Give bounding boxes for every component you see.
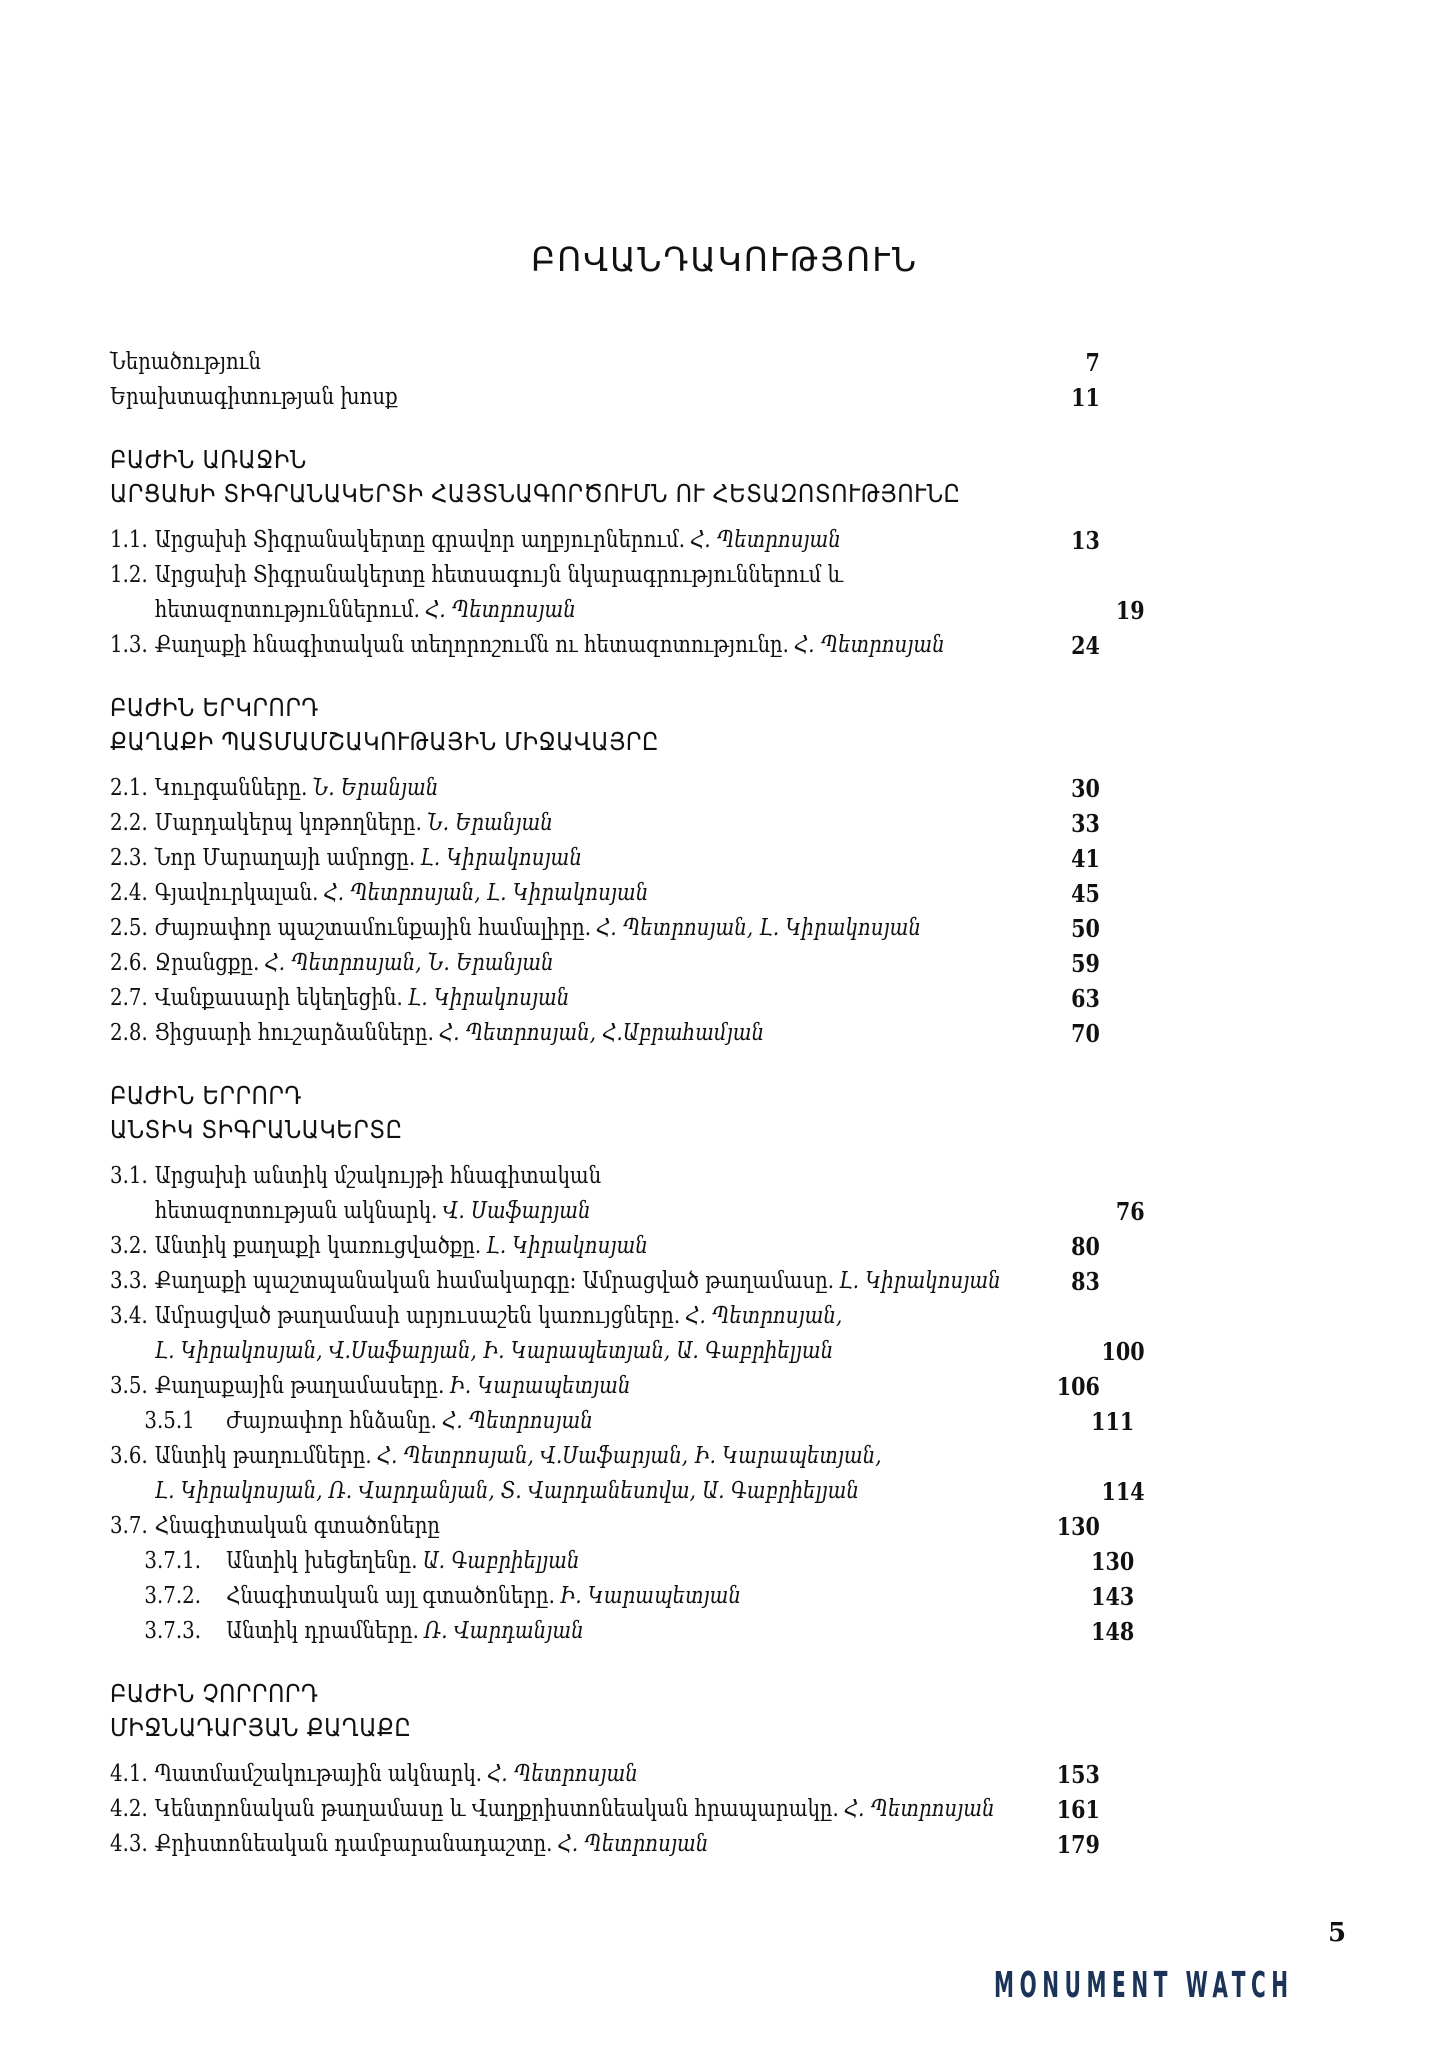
entry-title: Ժայռափոր պաշտամունքային համալիրը.	[154, 915, 592, 941]
part-label: ԲԱԺԻՆ ՉՈՐՐՈՐԴ	[110, 1679, 319, 1708]
toc-entry[interactable]	[110, 1299, 1100, 1334]
entry-title: Ջրանցքը.	[154, 950, 260, 976]
toc-entry[interactable]	[110, 1159, 1100, 1194]
page-title: ԲՈՎԱՆԴԱԿՈՒԹՅՈՒՆ	[530, 240, 919, 279]
entry-number: 2.8.	[110, 1020, 148, 1046]
entry-number: 2.4.	[110, 880, 148, 906]
entry-page: 70	[1071, 1019, 1100, 1048]
toc-entry-acknowledgements[interactable]	[110, 380, 1100, 415]
entry-author: Հ. Պետրոսյան, Վ.Սաֆարյան, Ի. Կարապետյան,	[376, 1443, 882, 1469]
entry-author-continued: Լ. Կիրակոսյան, Ռ. Վարդանյան, Տ. Վարդանեսովա, Ա. Գաբրիելյան	[154, 1478, 859, 1504]
toc-subentry[interactable]	[110, 1614, 1134, 1649]
entry-number: 2.7.	[110, 985, 148, 1011]
entry-title: Կուրգանները.	[154, 775, 308, 801]
entry-number: 3.7.3.	[144, 1618, 202, 1644]
part-heading-3	[110, 1079, 1100, 1147]
toc-entry[interactable]	[110, 1439, 1100, 1474]
entry-page: 114	[1101, 1477, 1145, 1506]
entry-title: Կենտրոնական թաղամասը և Վաղքրիստոնեական հրապարակը.	[154, 1796, 839, 1822]
entry-author: Հ. Պետրոսյան	[442, 1408, 593, 1434]
logo-wordmark: MONUMENT WATCH	[994, 1964, 1294, 2006]
entry-number: 3.7.2.	[144, 1583, 202, 1609]
entry-page: 130	[1056, 1512, 1100, 1541]
entry-author: Հ. Պետրոսյան	[690, 527, 841, 553]
entry-page: 33	[1071, 809, 1100, 838]
entry-number: 3.3.	[110, 1268, 148, 1294]
entry-author: Հ. Պետրոսյան	[425, 597, 576, 623]
entry-number: 2.2.	[110, 810, 148, 836]
entry-author: Հ. Պետրոսյան	[487, 1761, 638, 1787]
entry-number: 1.3.	[110, 632, 148, 658]
entry-author: Ն. Երանյան	[427, 810, 553, 836]
entry-title-continued: հետազոտություններում.	[154, 597, 420, 623]
entry-author-continued: Լ. Կիրակոսյան, Վ.Սաֆարյան, Ի. Կարապետյան, Ա. Գաբրիելյան	[154, 1338, 834, 1364]
entry-author: Լ. Կիրակոսյան	[839, 1268, 1001, 1294]
toc-entry[interactable]	[110, 946, 1100, 981]
entry-number: 3.5.	[110, 1373, 148, 1399]
entry-title: Անտիկ քաղաքի կառուցվածքը.	[154, 1233, 482, 1259]
entry-title: Հնագիտական այլ գտածոները.	[226, 1583, 555, 1609]
toc-entry[interactable]	[110, 806, 1100, 841]
entry-title: Անտիկ դրամները.	[226, 1618, 419, 1644]
part-heading-2	[110, 691, 1100, 759]
toc-entry[interactable]	[110, 911, 1100, 946]
entry-title: Քրիստոնեական դամբարանադաշտը.	[154, 1831, 553, 1857]
entry-number: 3.2.	[110, 1233, 148, 1259]
entry-number: 2.5.	[110, 915, 148, 941]
entry-author: Ի. Կարապետյան	[449, 1373, 631, 1399]
toc-entry[interactable]	[110, 1827, 1100, 1862]
toc-entry[interactable]	[110, 1229, 1100, 1264]
part-title: ԱՐՑԱԽԻ ՏԻԳՐԱՆԱԿԵՐՏԻ ՀԱՅՏՆԱԳՈՐԾՈՒՄՆ ՈՒ ՀԵՏԱԶՈՏՈՒԹՅՈՒՆԸ	[110, 479, 961, 508]
entry-author: Հ. Պետրոսյան, Լ. Կիրակոսյան	[323, 880, 649, 906]
part-label: ԲԱԺԻՆ ԱՌԱՋԻՆ	[110, 445, 307, 474]
entry-page: 19	[1115, 596, 1145, 625]
entry-page: 76	[1115, 1197, 1145, 1226]
toc-entry-continuation[interactable]	[110, 1474, 1145, 1509]
toc-entry[interactable]	[110, 841, 1100, 876]
part-label: ԲԱԺԻՆ ԵՐՐՈՐԴ	[110, 1081, 302, 1110]
entry-title: Վանքասարի եկեղեցին.	[154, 985, 403, 1011]
entry-page: 148	[1091, 1617, 1135, 1646]
entry-number: 2.6.	[110, 950, 148, 976]
entry-page: 161	[1056, 1795, 1100, 1824]
toc-entry[interactable]	[110, 876, 1100, 911]
entry-number: 3.7.	[110, 1513, 148, 1539]
entry-author: Լ. Կիրակոսյան	[407, 985, 570, 1011]
toc-entry[interactable]	[110, 558, 1100, 593]
table-of-contents	[110, 345, 1145, 1862]
toc-entry[interactable]	[110, 1369, 1100, 1404]
toc-entry[interactable]	[110, 1264, 1100, 1299]
page-number: 5	[1328, 1918, 1347, 1948]
entry-title: Մարդակերպ կոթողները.	[154, 810, 422, 836]
entry-author: Հ. Պետրոսյան,	[685, 1303, 843, 1329]
entry-author: Հ. Պետրոսյան, Լ. Կիրակոսյան	[596, 915, 921, 941]
entry-page: 130	[1091, 1547, 1135, 1576]
entry-number: 1.2.	[110, 562, 148, 588]
entry-author: Ռ. Վարդանյան	[424, 1618, 584, 1644]
entry-number: 3.7.1.	[144, 1548, 202, 1574]
entry-page: 41	[1071, 844, 1100, 873]
entry-title: Արցախի անտիկ մշակույթի հնագիտական	[154, 1163, 602, 1189]
toc-entry[interactable]	[110, 771, 1100, 806]
entry-author: Հ. Պետրոսյան, Հ.Աբրահամյան	[439, 1020, 765, 1046]
toc-subentry[interactable]	[110, 1544, 1134, 1579]
entry-page: 143	[1091, 1582, 1135, 1611]
entry-author: Ն. Երանյան	[312, 775, 439, 801]
entry-title: Անտիկ թաղումները.	[154, 1443, 372, 1469]
entry-title: Նոր Մարաղայի ամրոցը.	[154, 845, 416, 871]
toc-entry-introduction[interactable]	[110, 345, 1100, 380]
entry-title: Ցիցսարի հուշարձանները.	[154, 1020, 434, 1046]
entry-title: Քաղաքի պաշտպանական համակարգը: Ամրացված թաղամասը.	[154, 1268, 835, 1294]
entry-page: 59	[1071, 949, 1100, 978]
entry-page: 24	[1071, 631, 1100, 660]
entry-number: 4.3.	[110, 1831, 148, 1857]
part-heading-4	[110, 1677, 1100, 1745]
entry-title: Գյավուրկալան.	[154, 880, 319, 906]
entry-page: 13	[1071, 526, 1100, 555]
entry-page: 153	[1056, 1760, 1100, 1789]
entry-page: 63	[1071, 984, 1100, 1013]
entry-number: 3.1.	[110, 1163, 148, 1189]
toc-entry[interactable]	[110, 1016, 1100, 1051]
entry-number: 1.1.	[110, 527, 148, 553]
entry-author: Հ. Պետրոսյան	[843, 1796, 995, 1822]
toc-entry-continuation[interactable]	[110, 1334, 1145, 1369]
entry-author: Ա. Գաբրիելյան	[422, 1548, 580, 1574]
entry-number: 3.5.1	[144, 1408, 195, 1434]
part-heading-1	[110, 443, 1100, 511]
entry-title: Պատմամշակութային ակնարկ.	[154, 1761, 483, 1787]
entry-page: 179	[1056, 1830, 1100, 1859]
entry-title: Անտիկ խեցեղենը.	[226, 1548, 418, 1574]
entry-number: 4.2.	[110, 1796, 148, 1822]
entry-page: 100	[1101, 1337, 1145, 1366]
toc-entry[interactable]	[110, 523, 1100, 558]
entry-page: 30	[1071, 774, 1100, 803]
entry-author: Հ. Պետրոսյան, Ն. Երանյան	[264, 950, 554, 976]
entry-page: 83	[1071, 1267, 1100, 1296]
entry-author: Լ. Կիրակոսյան	[420, 845, 582, 871]
toc-entry[interactable]	[110, 981, 1100, 1016]
entry-title: Արցախի Տիգրանակերտը հետսագույն նկարագրություններում և	[154, 562, 844, 588]
toc-entry[interactable]	[110, 1792, 1100, 1827]
part-title: ՔԱՂԱՔԻ ՊԱՏՄԱՄՇԱԿՈՒԹԱՅԻՆ ՄԻՋԱՎԱՅՐԸ	[110, 727, 659, 756]
entry-number: 2.3.	[110, 845, 148, 871]
entry-page: 111	[1091, 1407, 1135, 1436]
entry-page: 50	[1071, 914, 1100, 943]
entry-title: Քաղաքի հնագիտական տեղորոշումն ու հետազոտությունը.	[154, 632, 789, 658]
entry-title: Հնագիտական գտածոները	[154, 1513, 441, 1539]
entry-number: 3.6.	[110, 1443, 148, 1469]
entry-page: 106	[1056, 1372, 1100, 1401]
toc-entry-continuation[interactable]	[110, 593, 1145, 628]
entry-title: Երախտագիտության խոսք	[110, 384, 398, 410]
part-label: ԲԱԺԻՆ ԵՐԿՐՈՐԴ	[110, 693, 319, 722]
entry-number: 4.1.	[110, 1761, 148, 1787]
entry-author: Լ. Կիրակոսյան	[486, 1233, 648, 1259]
part-title: ՄԻՋՆԱԴԱՐՅԱՆ ՔԱՂԱՔԸ	[110, 1713, 412, 1742]
toc-entry[interactable]	[110, 1509, 1100, 1544]
entry-title: Ներածություն	[110, 349, 261, 375]
entry-page: 7	[1085, 348, 1100, 377]
entry-title: Քաղաքային թաղամասերը.	[154, 1373, 445, 1399]
entry-number: 3.4.	[110, 1303, 148, 1329]
entry-author: Հ. Պետրոսյան	[794, 632, 945, 658]
entry-title-continued: հետազոտության ակնարկ.	[154, 1198, 438, 1224]
entry-page: 11	[1071, 383, 1100, 412]
entry-author: Հ. Պետրոսյան	[557, 1831, 709, 1857]
toc-subentry[interactable]	[110, 1404, 1134, 1439]
entry-title: Արցախի Տիգրանակերտը գրավոր աղբյուրներում.	[154, 527, 686, 553]
part-title: ԱՆՏԻԿ ՏԻԳՐԱՆԱԿԵՐՏԸ	[110, 1115, 403, 1144]
toc-entry-continuation[interactable]	[110, 1194, 1145, 1229]
toc-subentry[interactable]	[110, 1579, 1134, 1614]
entry-author: Վ. Սաֆարյան	[442, 1198, 591, 1224]
entry-page: 45	[1071, 879, 1100, 908]
entry-page: 80	[1071, 1232, 1100, 1261]
monument-watch-logo	[980, 1950, 1440, 2020]
entry-title: Ամրացված թաղամասի արյուսաշեն կառույցները.	[154, 1303, 681, 1329]
entry-number: 2.1.	[110, 775, 148, 801]
entry-author: Ի. Կարապետյան	[560, 1583, 741, 1609]
entry-title: Ժայռափոր հնձանը.	[226, 1408, 437, 1434]
toc-entry[interactable]	[110, 628, 1100, 663]
toc-entry[interactable]	[110, 1757, 1100, 1792]
